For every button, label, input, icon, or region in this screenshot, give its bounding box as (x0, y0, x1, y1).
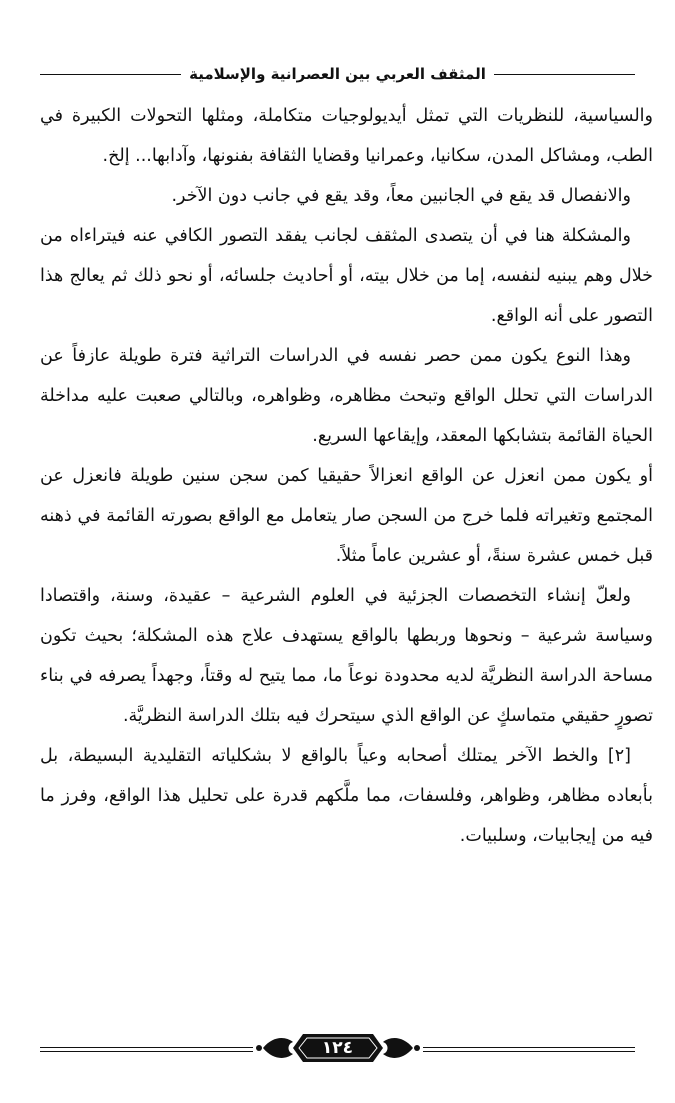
running-header (40, 62, 635, 86)
paragraph: والسياسية، للنظريات التي تمثل أيديولوجيات متكاملة، ومثلها التحولات الكبيرة في الطب، ومشاكل المدن، سكانيا، وعمرانيا وقضايا الثقافة بفنونها، وآدابها... إلخ. (40, 106, 653, 166)
header-title: المثقف العربي بين العصرانية والإسلامية (189, 65, 486, 83)
header-rule-left (40, 74, 181, 75)
paragraph: وهذا النوع يكون ممن حصر نفسه في الدراسات التراثية فترة طويلة عازفاً عن الدراسات التي تحلل الواقع وتبحث مظاهره، وظواهره، وبالتالي صعبت عليه مداخلة الحياة القائمة بتشابكها المعقد، وإيقاعها السريع. (40, 346, 653, 446)
page-number-ornament (253, 1028, 423, 1068)
page-footer (40, 1028, 635, 1068)
paragraph: ولعلّ إنشاء التخصصات الجزئية في العلوم الشرعية – عقيدة، وسنة، واقتصادا وسياسة شرعية – ونحوها وربطها بالواقع يستهدف علاج هذه المشكلة؛ بحيث تكون مساحة الدراسة النظريَّة لديه محدودة نوعاً ما، مما يتيح له وقتاً، وجهداً يصرفه في بناء تصورٍ حقيقي متماسكٍ عن الواقع الذي سيتحرك فيه بتلك الدراسة النظريَّة. (40, 586, 653, 726)
paragraph: والمشكلة هنا في أن يتصدى المثقف لجانب يفقد التصور الكافي عنه فيتراءاه من خلال وهم يبنيه لنفسه، إما من خلال بيته، أو أحاديث جلسائه، أو نحو ذلك ثم يعالج هذا التصور على أنه الواقع. (40, 226, 653, 326)
paragraph: [٢] والخط الآخر يمتلك أصحابه وعياً بالواقع لا بشكلياته التقليدية البسيطة، بل بأبعاده مظاهر، وظواهر، وفلسفات، مما ملَّكهم قدرة على تحليل هذا الواقع، وفرز ما فيه من إيجابيات، وسلبيات. (40, 746, 653, 846)
paragraph: والانفصال قد يقع في الجانبين معاً، وقد يقع في جانب دون الآخر. (171, 186, 631, 206)
page-number: ١٢٤ (321, 1038, 354, 1058)
page-body (40, 96, 653, 856)
header-rule-right (494, 74, 635, 75)
paragraph: أو يكون ممن انعزل عن الواقع انعزالاً حقيقيا كمن سجن سنين طويلة فانعزل عن المجتمع وتغيراته فلما خرج من السجن صار يتعامل مع الواقع بصورته القائمة في ذهنه قبل خمس عشرة سنةً، أو عشرين عاماً مثلاً. (40, 466, 653, 566)
